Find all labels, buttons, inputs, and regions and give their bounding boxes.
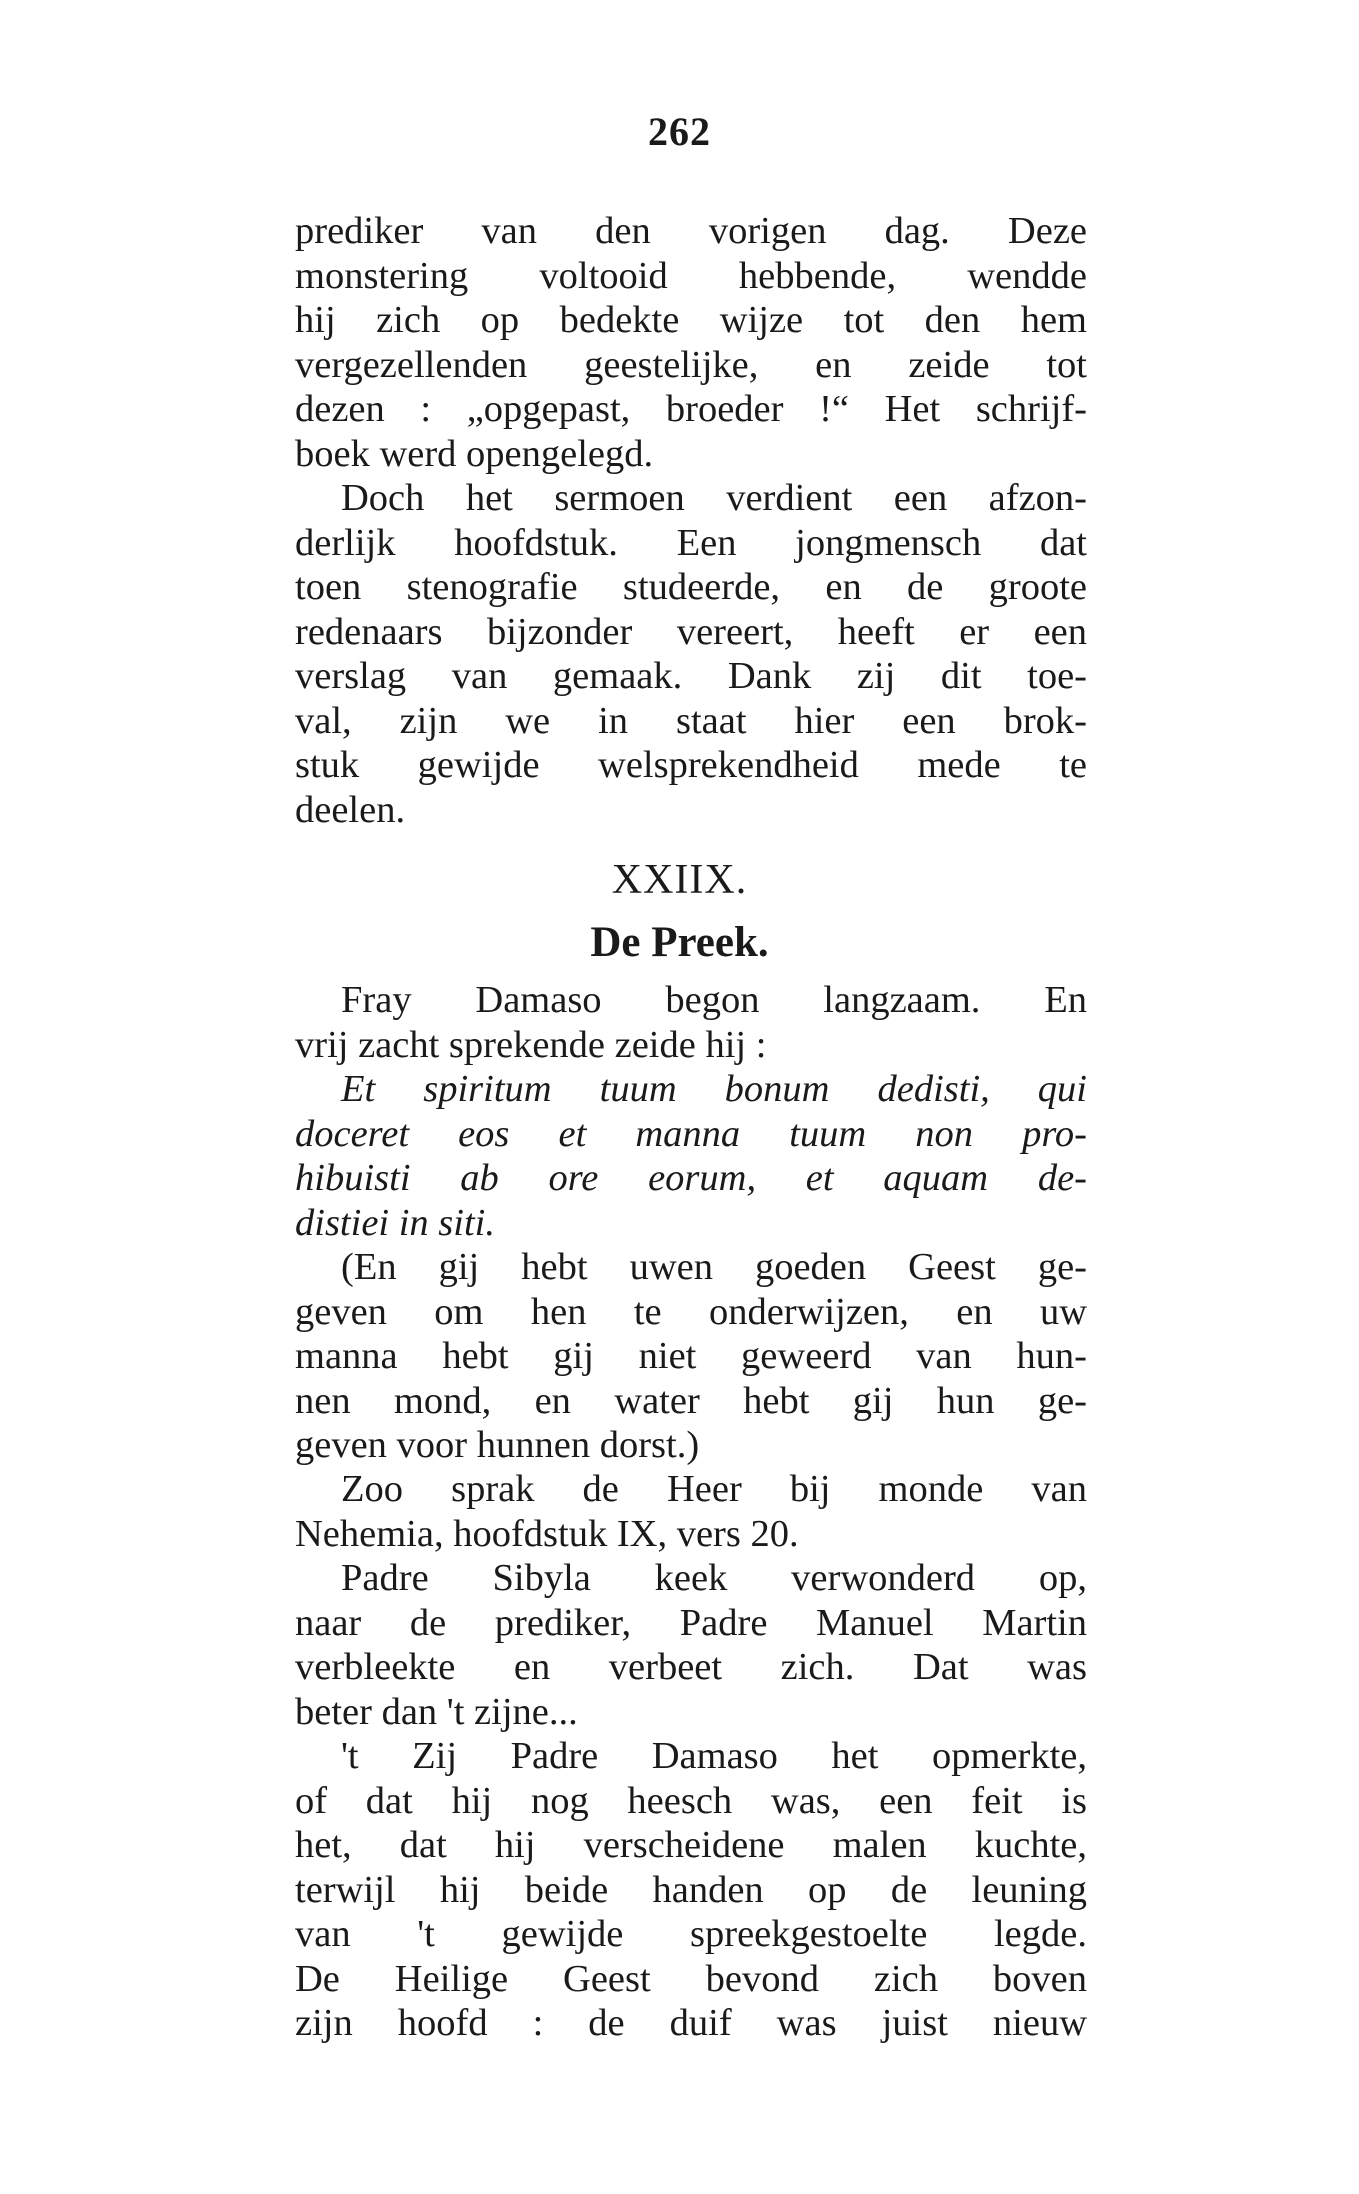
text-line: terwijl hij beide handen op de leuning	[295, 1868, 1087, 1911]
paragraph-7	[295, 1734, 1087, 2046]
text-line: dezen : „opgepast, broeder !“ Het schrijf-	[295, 388, 1087, 430]
text-line: zijn hoofd : de duif was juist nieuw	[295, 2002, 1087, 2044]
text-line: Doch het sermoen verdient een afzon-	[341, 477, 1087, 519]
text-line: verbleekte en verbeet zich. Dat was	[295, 1646, 1087, 1688]
text-line: of dat hij nog heesch was, een feit is	[295, 1779, 1087, 1822]
chapter-number: XXIIX.	[611, 857, 748, 903]
text-line: 't Zij Padre Damaso het opmerkte,	[341, 1735, 1087, 1777]
text-line: manna hebt gij niet geweerd van hun-	[295, 1335, 1087, 1377]
text-line: doceret eos et manna tuum non pro-	[295, 1112, 1087, 1155]
text-line: boek werd opengelegd.	[295, 432, 654, 475]
text-line: vergezellenden geestelijke, en zeide tot	[295, 343, 1087, 386]
text-line: Fray Damaso begon langzaam. En	[341, 979, 1087, 1021]
text-line: vrij zacht sprekende zeide hij :	[295, 1023, 767, 1066]
text-line: hibuisti ab ore eorum, et aquam de-	[295, 1157, 1087, 1199]
chapter-title: De Preek.	[590, 919, 769, 966]
text-line: Padre Sibyla keek verwonderd op,	[341, 1557, 1087, 1599]
text-line: naar de prediker, Padre Manuel Martin	[295, 1601, 1087, 1644]
page-number: 262	[648, 109, 711, 154]
text-line: val, zijn we in staat hier een brok-	[295, 699, 1087, 742]
text-line: deelen.	[295, 788, 406, 831]
text-line: het, dat hij verscheidene malen kuchte,	[295, 1824, 1087, 1866]
text-line: Nehemia, hoofdstuk IX, vers 20.	[295, 1512, 799, 1555]
text-line: hij zich op bedekte wijze tot den hem	[295, 299, 1087, 341]
paragraph-6	[295, 1556, 1087, 1734]
text-line: verslag van gemaak. Dank zij dit toe-	[295, 655, 1087, 697]
text-line: Et spiritum tuum bonum dedisti, qui	[341, 1068, 1087, 1110]
paragraph-1	[295, 209, 1087, 476]
text-line: prediker van den vorigen dag. Deze	[295, 210, 1087, 252]
text-line: De Heilige Geest bevond zich boven	[295, 1957, 1087, 2000]
text-line: monstering voltooid hebbende, wendde	[295, 254, 1087, 297]
paragraph-2	[295, 476, 1087, 832]
text-line: distiei in siti.	[295, 1201, 496, 1244]
paragraph-4	[295, 1245, 1087, 1468]
text-line: toen stenografie studeerde, en de groote	[295, 566, 1087, 608]
text-line: nen mond, en water hebt gij hun ge-	[295, 1379, 1087, 1422]
text-line: geven om hen te onderwijzen, en uw	[295, 1290, 1087, 1333]
paragraph-5	[295, 1467, 1087, 1556]
paragraph-3	[295, 978, 1087, 1067]
text-line: beter dan 't zijne...	[295, 1690, 578, 1733]
text-line: (En gij hebt uwen goeden Geest ge-	[341, 1246, 1087, 1288]
text-line: stuk gewijde welsprekendheid mede te	[295, 744, 1087, 786]
text-line: van 't gewijde spreekgestoelte legde.	[295, 1913, 1087, 1955]
text-line: Zoo sprak de Heer bij monde van	[341, 1468, 1087, 1510]
text-line: geven voor hunnen dorst.)	[295, 1424, 700, 1466]
text-line: derlijk hoofdstuk. Een jongmensch dat	[295, 521, 1087, 564]
text-line: redenaars bijzonder vereert, heeft er een	[295, 610, 1087, 653]
latin-quote	[295, 1067, 1087, 1245]
